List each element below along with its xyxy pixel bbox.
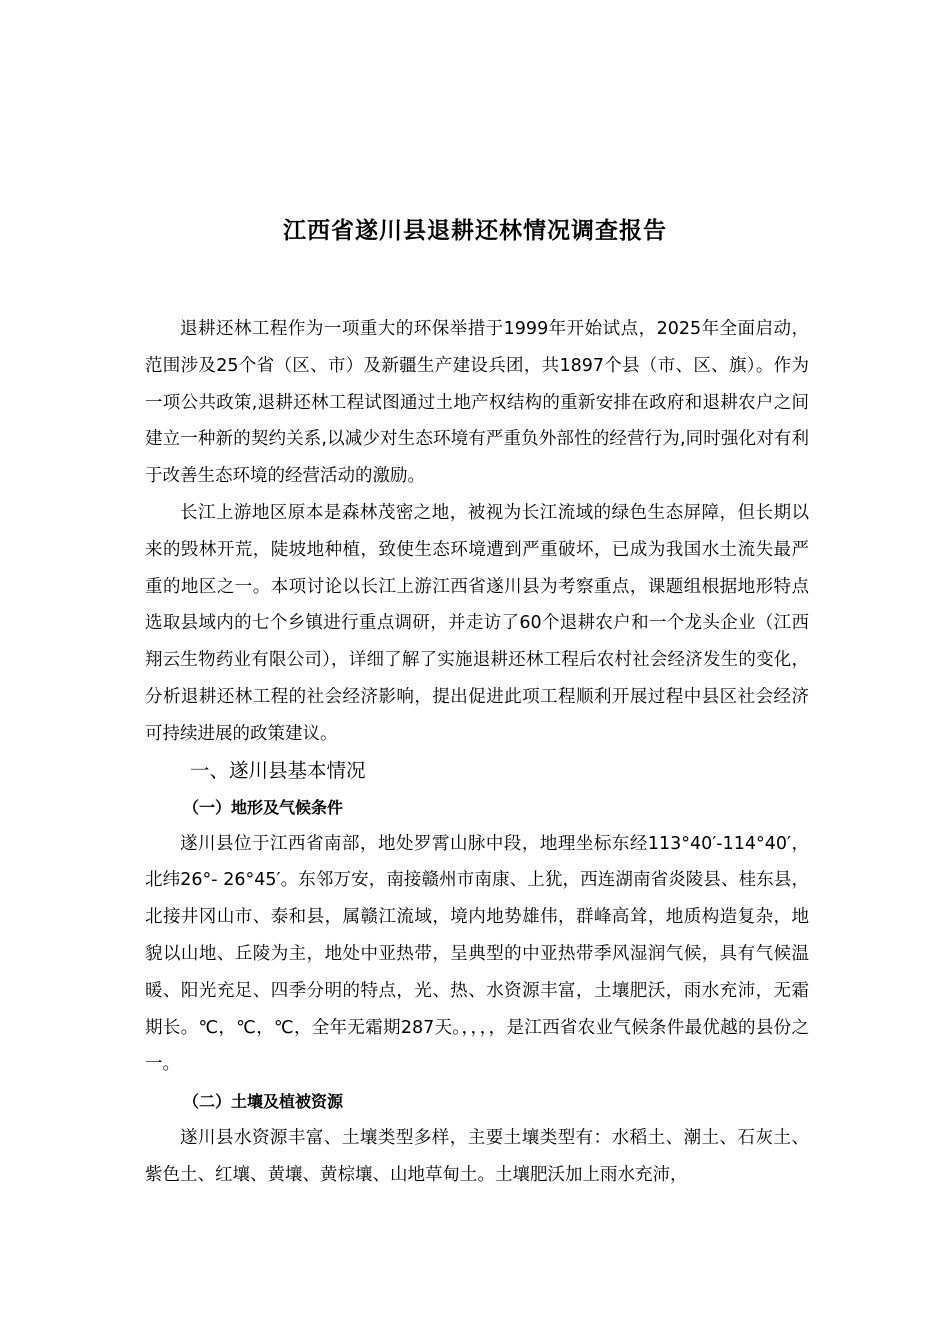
background-paragraph: 长江上游地区原本是森林茂密之地，被视为长江流域的绿色生态屏障，但长期以来的毁林开荒，陡坡地种植，致使生态环境遭到严重破坏，已成为我国水土流失最严重的地区之一。本项讨论以长江上游江西省遂川县为考察重点，课题组根据地形特点选取县域内的七个乡镇进行重点调研，并走访了60个退耕农户和一个龙头企业（江西翔云生物药业有限公司），详细了解了实施退耕还林工程后农村社会经济发生的变化，分析退耕还林工程的社会经济影响，提出促进此项工程顺利开展过程中县区社会经济可持续进展的政策建议。 — [145, 502, 809, 744]
soil-paragraph: 遂川县水资源丰富、土壤类型多样，主要土壤类型有：水稻土、潮土、石灰土、紫色土、红壤、黄壤、黄棕壤、山地草甸土。土壤肥沃加上雨水充沛， — [145, 1128, 809, 1185]
terrain-paragraph: 遂川县位于江西省南部，地处罗霄山脉中段，地理坐标东经113°40′-114°40′，北纬26°- 26°45′。东邻万安，南接赣州市南康、上犹，西连湖南省炎陵县、桂东县，北接井冈山市、泰和县，属赣江流域，境内地势雄伟，群峰高耸，地质构造复杂，地貌以山地、丘陵为主，地处中亚热带，呈典型的中亚热带季风湿润气候，具有气候温暖、阳光充足、四季分明的特点，光、热、水资源丰富，土壤肥沃，雨水充沛，无霜期长。℃，℃，℃，全年无霜期287天。，，，，是江西省农业气候条件最优越的县份之一。 — [145, 833, 809, 1075]
subsection-heading-terrain: （一）地形及气候条件 — [183, 797, 344, 817]
document-title: 江西省遂川县退耕还林情况调查报告 — [283, 217, 667, 244]
section-heading: 一、遂川县基本情况 — [190, 758, 366, 782]
intro-paragraph: 退耕还林工程作为一项重大的环保举措于1999年开始试点，2025年全面启动，范围涉及25个省（区、市）及新疆生产建设兵团，共1897个县（市、区、旗）。作为一项公共政策,退耕还林工程试图通过土地产权结构的重新安排在政府和退耕农户之间建立一种新的契约关系,以减少对生态环境有严重负外部性的经营行为,同时强化对有利于改善生态环境的经营活动的激励。 — [145, 319, 809, 487]
subsection-heading-soil: （二）土壤及植被资源 — [183, 1092, 344, 1112]
document-body — [145, 311, 809, 1194]
